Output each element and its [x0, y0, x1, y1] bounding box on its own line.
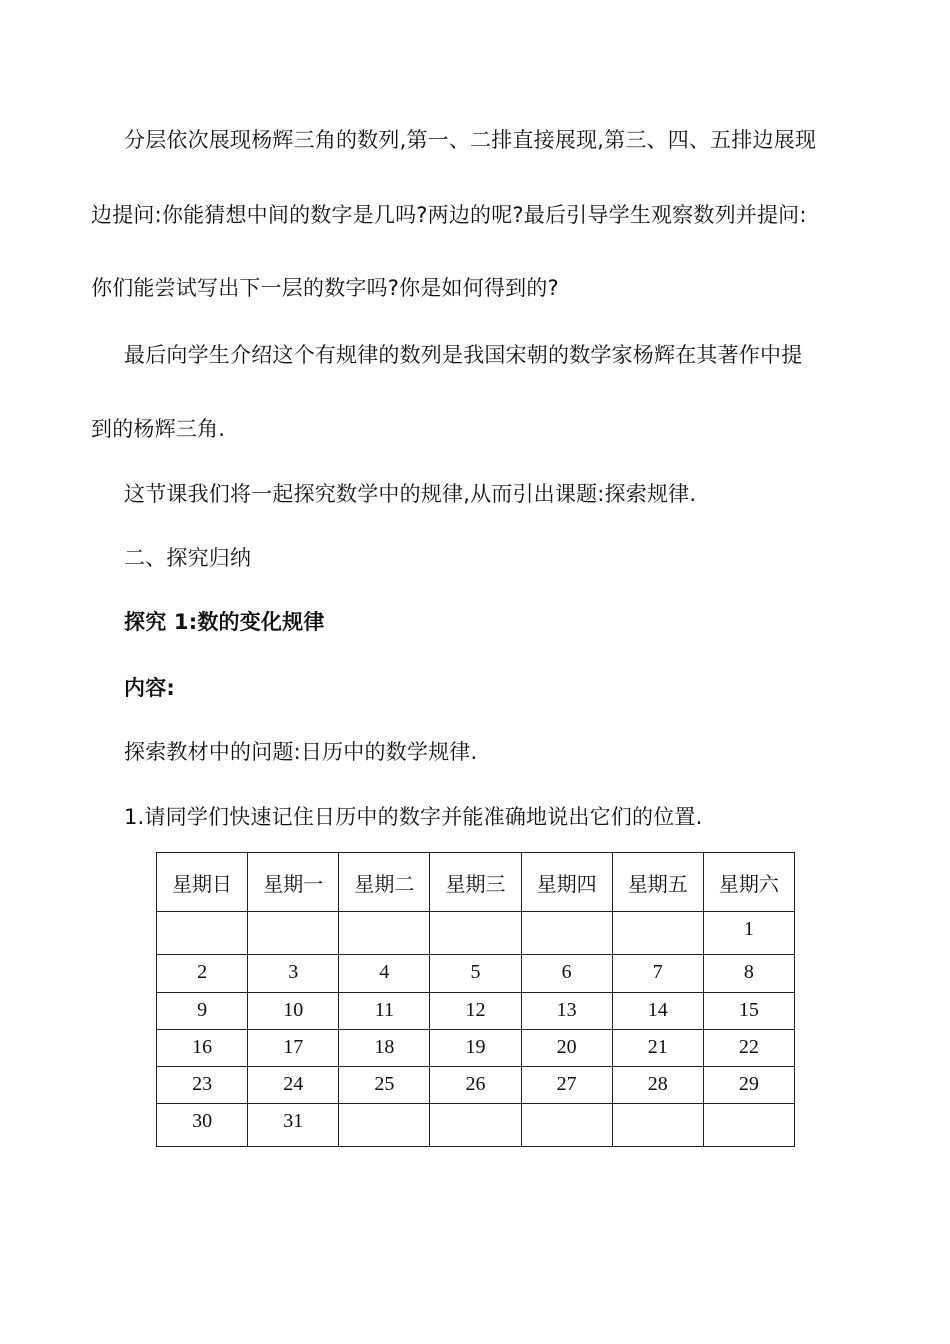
- calendar-day-cell: [612, 912, 703, 955]
- calendar-day-cell: [430, 912, 521, 955]
- calendar-day-cell: 31: [248, 1104, 339, 1147]
- calendar-header-cell: 星期四: [521, 853, 612, 912]
- calendar-day-cell: 7: [612, 955, 703, 993]
- calendar-day-cell: [703, 1104, 794, 1147]
- calendar-day-cell: 18: [339, 1030, 430, 1067]
- calendar-day-cell: [521, 912, 612, 955]
- calendar-day-cell: 23: [157, 1067, 248, 1104]
- calendar-day-cell: 11: [339, 993, 430, 1030]
- calendar-day-cell: [339, 1104, 430, 1147]
- calendar-day-cell: 5: [430, 955, 521, 993]
- calendar-day-cell: 26: [430, 1067, 521, 1104]
- paragraph-2-line-1: 最后向学生介绍这个有规律的数列是我国宋朝的数学家杨辉在其著作中提: [124, 343, 803, 367]
- calendar-table: [156, 852, 795, 1147]
- calendar-header-cell: 星期三: [430, 853, 521, 912]
- paragraph-3: 这节课我们将一起探究数学中的规律,从而引出课题:探索规律.: [124, 482, 697, 506]
- calendar-day-cell: 6: [521, 955, 612, 993]
- calendar-header-cell: 星期日: [157, 853, 248, 912]
- calendar-day-cell: 24: [248, 1067, 339, 1104]
- calendar-day-cell: 10: [248, 993, 339, 1030]
- calendar-day-cell: 15: [703, 993, 794, 1030]
- calendar-day-cell: 14: [612, 993, 703, 1030]
- calendar-day-cell: [521, 1104, 612, 1147]
- calendar-day-cell: 30: [157, 1104, 248, 1147]
- calendar-day-cell: 20: [521, 1030, 612, 1067]
- calendar-week-row: [157, 1030, 795, 1067]
- calendar-week-row: [157, 1104, 795, 1147]
- calendar-day-cell: 12: [430, 993, 521, 1030]
- content-label: 内容:: [124, 676, 175, 700]
- calendar-day-cell: 21: [612, 1030, 703, 1067]
- paragraph-1-line-2: 边提问:你能猜想中间的数字是几吗?两边的呢?最后引导学生观察数列并提问:: [91, 203, 807, 227]
- paragraph-1-line-1: 分层依次展现杨辉三角的数列,第一、二排直接展现,第三、四、五排边展现: [124, 128, 817, 152]
- calendar-day-cell: 8: [703, 955, 794, 993]
- paragraph-2-line-2: 到的杨辉三角.: [91, 417, 226, 441]
- calendar-header-cell: 星期二: [339, 853, 430, 912]
- calendar-day-cell: 2: [157, 955, 248, 993]
- section-heading: 二、探究归纳: [124, 546, 252, 570]
- calendar-header-row: [157, 853, 795, 912]
- calendar-day-cell: 13: [521, 993, 612, 1030]
- calendar-day-cell: 22: [703, 1030, 794, 1067]
- calendar-day-cell: [248, 912, 339, 955]
- calendar-header-cell: 星期六: [703, 853, 794, 912]
- calendar-header-cell: 星期一: [248, 853, 339, 912]
- calendar-day-cell: 28: [612, 1067, 703, 1104]
- calendar-week-row: [157, 993, 795, 1030]
- calendar-day-cell: [612, 1104, 703, 1147]
- calendar-day-cell: 1: [703, 912, 794, 955]
- calendar-day-cell: [157, 912, 248, 955]
- calendar-day-cell: 9: [157, 993, 248, 1030]
- calendar-day-cell: 25: [339, 1067, 430, 1104]
- calendar-header-cell: 星期五: [612, 853, 703, 912]
- calendar-day-cell: 4: [339, 955, 430, 993]
- task-intro: 探索教材中的问题:日历中的数学规律.: [124, 740, 478, 764]
- calendar-day-cell: [339, 912, 430, 955]
- explore-title: 探究 1:数的变化规律: [124, 610, 325, 634]
- calendar-day-cell: [430, 1104, 521, 1147]
- paragraph-1-line-3: 你们能尝试写出下一层的数字吗?你是如何得到的?: [91, 276, 559, 300]
- calendar-day-cell: 16: [157, 1030, 248, 1067]
- calendar-day-cell: 19: [430, 1030, 521, 1067]
- calendar-week-row: [157, 1067, 795, 1104]
- task-1: 1.请同学们快速记住日历中的数字并能准确地说出它们的位置.: [124, 805, 703, 829]
- calendar-day-cell: 27: [521, 1067, 612, 1104]
- calendar-day-cell: 29: [703, 1067, 794, 1104]
- calendar-week-row: [157, 912, 795, 955]
- calendar-day-cell: 3: [248, 955, 339, 993]
- calendar-week-row: [157, 955, 795, 993]
- calendar-day-cell: 17: [248, 1030, 339, 1067]
